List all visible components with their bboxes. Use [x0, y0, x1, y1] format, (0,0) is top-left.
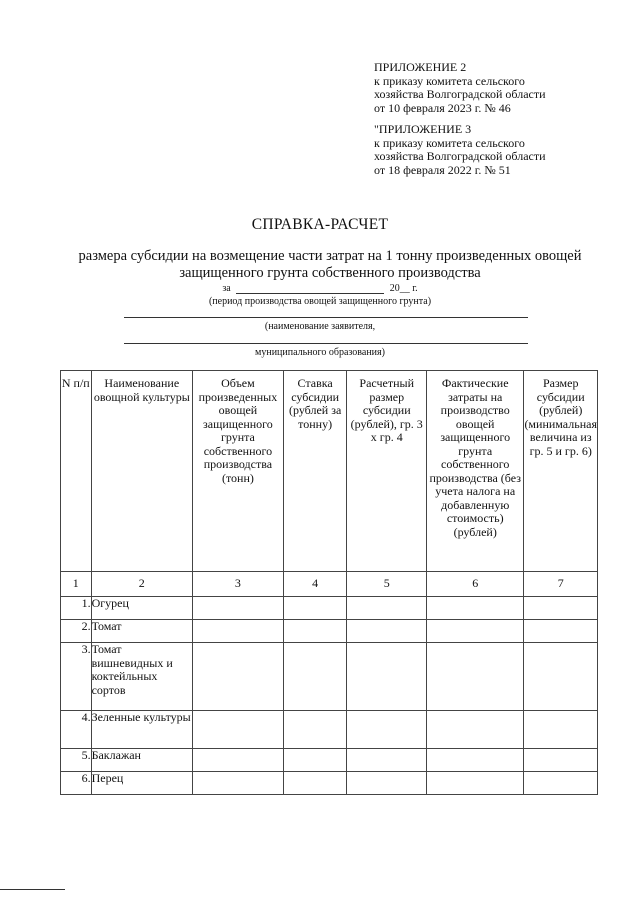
appendix-line: хозяйства Волгоградской области	[374, 87, 546, 101]
subtitle-line-2: защищенного грунта собственного производства	[179, 265, 481, 281]
header-cell: Расчетный размер субсидии (рублей), гр. 3 x гр. 4	[347, 371, 427, 572]
subtitle-line-1: размера субсидии на возмещение части затрат на 1 тонну произведенных овощей	[78, 248, 582, 264]
appendix-line: "ПРИЛОЖЕНИЕ 3	[374, 122, 472, 136]
table-row	[61, 711, 598, 749]
applicant-blank-line	[124, 317, 528, 318]
crop-name: Томат	[91, 620, 192, 643]
empty-cell	[347, 620, 427, 643]
empty-cell	[426, 749, 523, 772]
header-cell: Фактические затраты на производство овощей защищенного грунта собственного производства (без учета налога на добавленную стоимость) (рублей)	[426, 371, 523, 572]
empty-cell	[347, 711, 427, 749]
empty-cell	[426, 597, 523, 620]
applicant-caption: (наименование заявителя,	[264, 321, 376, 332]
crop-name: Зеленные культуры	[91, 711, 192, 749]
appendix-current-block	[374, 61, 546, 115]
header-cell: Размер субсидии (рублей) (минимальная величина из гр. 5 и гр. 6)	[524, 371, 598, 572]
footnote-separator	[0, 889, 65, 890]
empty-cell	[283, 711, 347, 749]
column-number-cell: 2	[91, 572, 192, 597]
empty-cell	[283, 643, 347, 711]
period-prefix: за	[222, 283, 231, 294]
document-subtitle	[40, 248, 620, 282]
header-cell: Наименование овощной культуры	[91, 371, 192, 572]
empty-cell	[347, 597, 427, 620]
period-year: 20__ г.	[389, 283, 418, 294]
column-number-row	[61, 572, 598, 597]
empty-cell	[524, 597, 598, 620]
column-number-cell: 5	[347, 572, 427, 597]
period-blank	[236, 284, 384, 294]
empty-cell	[426, 772, 523, 795]
row-number: 3.	[61, 643, 92, 711]
empty-cell	[426, 711, 523, 749]
period-caption: (период производства овощей защищенного грунта)	[208, 296, 432, 307]
empty-cell	[426, 620, 523, 643]
empty-cell	[193, 749, 284, 772]
appendix-line: от 10 февраля 2023 г. № 46	[374, 100, 511, 115]
table-row	[61, 597, 598, 620]
column-number-cell: 3	[193, 572, 284, 597]
empty-cell	[193, 772, 284, 795]
appendix-line: ПРИЛОЖЕНИЕ 2	[374, 60, 467, 74]
empty-cell	[524, 711, 598, 749]
document-title: СПРАВКА-РАСЧЕТ	[251, 216, 389, 233]
appendix-previous-block	[374, 123, 546, 177]
empty-cell	[524, 643, 598, 711]
header-cell: Ставка субсидии (рублей за тонну)	[283, 371, 347, 572]
column-number-cell: 1	[61, 572, 92, 597]
period-field	[0, 283, 640, 294]
column-number-cell: 6	[426, 572, 523, 597]
crop-name: Баклажан	[91, 749, 192, 772]
crop-name: Томат вишневидных и коктейльных сортов	[91, 643, 192, 711]
row-number: 4.	[61, 711, 92, 749]
municipality-blank-line	[124, 343, 528, 344]
empty-cell	[283, 772, 347, 795]
empty-cell	[193, 620, 284, 643]
empty-cell	[347, 643, 427, 711]
empty-cell	[347, 749, 427, 772]
row-number: 2.	[61, 620, 92, 643]
empty-cell	[347, 772, 427, 795]
column-number-cell: 4	[283, 572, 347, 597]
empty-cell	[193, 711, 284, 749]
table-row	[61, 772, 598, 795]
empty-cell	[524, 620, 598, 643]
empty-cell	[524, 772, 598, 795]
column-number-cell: 7	[524, 572, 598, 597]
empty-cell	[283, 749, 347, 772]
crop-name: Огурец	[91, 597, 192, 620]
table-header-row	[61, 371, 598, 572]
table-row	[61, 643, 598, 711]
empty-cell	[283, 620, 347, 643]
empty-cell	[426, 643, 523, 711]
table-row	[61, 749, 598, 772]
row-number: 6.	[61, 772, 92, 795]
crop-name: Перец	[91, 772, 192, 795]
appendix-line: от 18 февраля 2022 г. № 51	[374, 162, 511, 177]
empty-cell	[524, 749, 598, 772]
header-cell: Объем произведенных овощей защищенного грунта собственного производства (тонн)	[193, 371, 284, 572]
appendix-line: к приказу комитета сельского	[374, 73, 525, 88]
empty-cell	[193, 597, 284, 620]
row-number: 5.	[61, 749, 92, 772]
table-row	[61, 620, 598, 643]
empty-cell	[283, 597, 347, 620]
appendix-line: к приказу комитета сельского	[374, 135, 525, 150]
row-number: 1.	[61, 597, 92, 620]
municipality-caption: муниципального образования)	[255, 347, 385, 358]
empty-cell	[193, 643, 284, 711]
subsidy-table	[60, 370, 598, 795]
header-cell: N п/п	[61, 371, 92, 572]
appendix-line: хозяйства Волгоградской области	[374, 149, 546, 163]
